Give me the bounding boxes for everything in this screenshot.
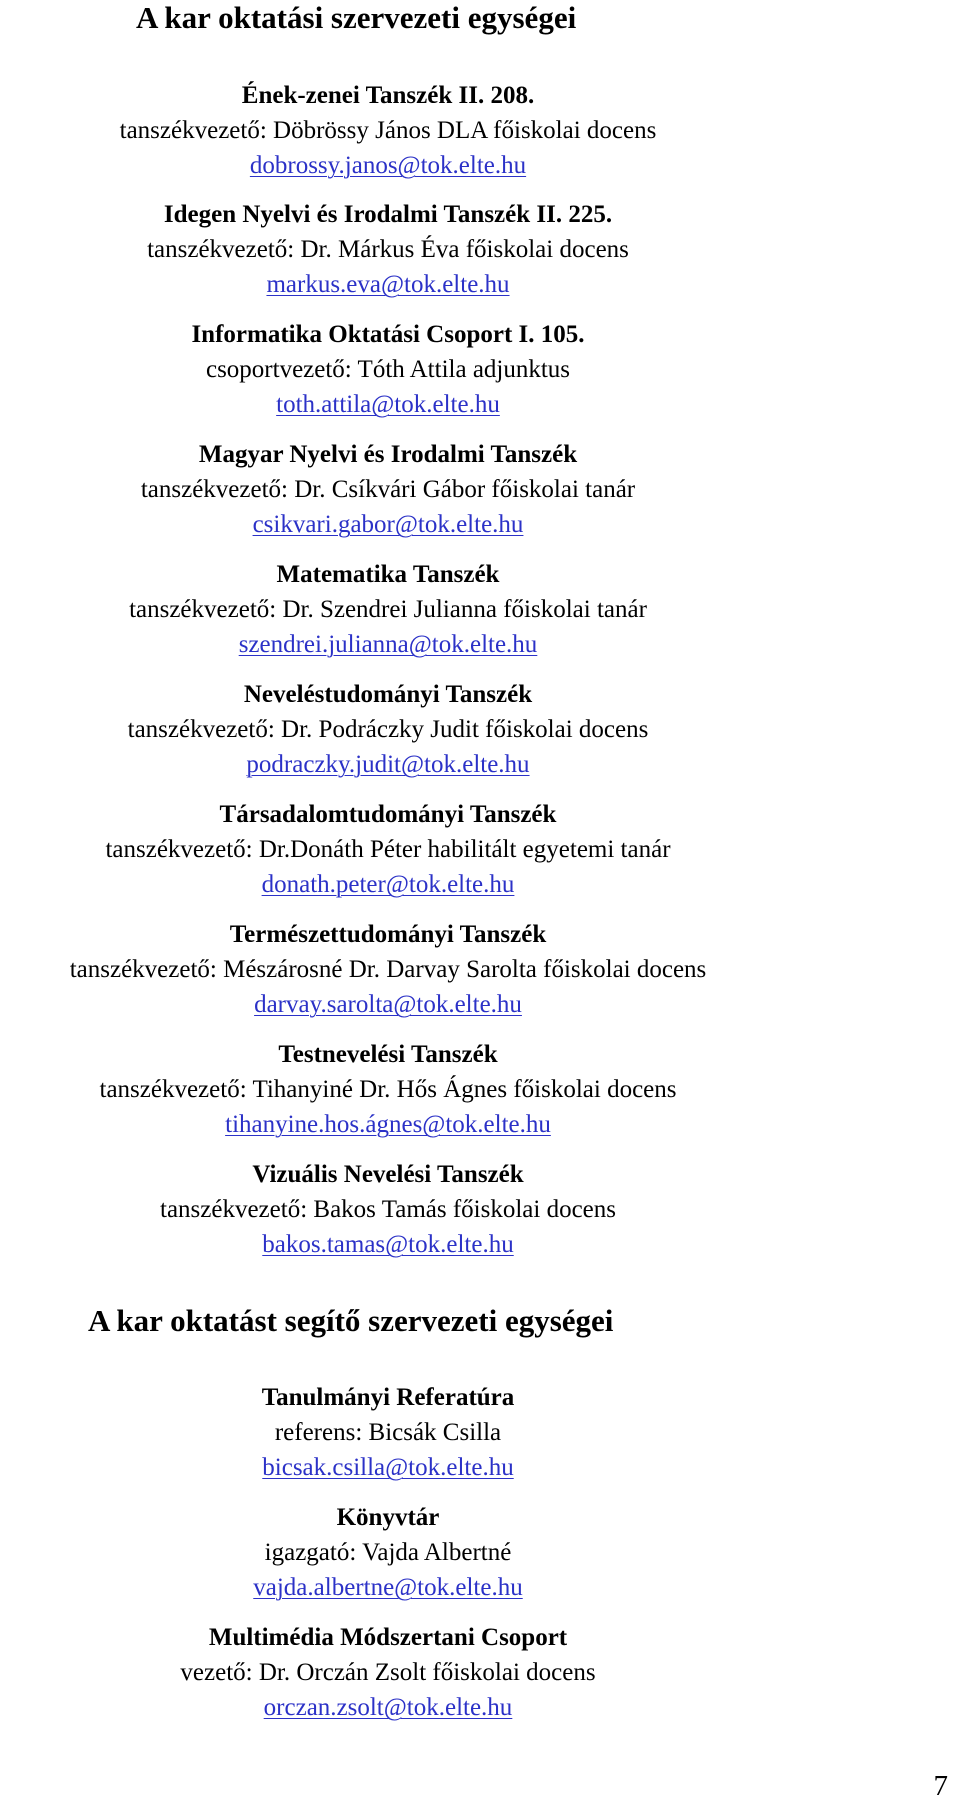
unit-name: Természettudományi Tanszék xyxy=(229,921,547,948)
unit-block xyxy=(0,917,776,1022)
unit-head: tanszékvezető: Mészárosné Dr. Darvay Sarolta főiskolai docens xyxy=(69,956,707,983)
unit-email-link[interactable]: podraczky.judit@tok.elte.hu xyxy=(246,751,530,778)
page-number: 7 xyxy=(933,1770,948,1802)
unit-email-link[interactable]: darvay.sarolta@tok.elte.hu xyxy=(254,991,522,1018)
unit-block xyxy=(0,1500,776,1605)
unit-name: Informatika Oktatási Csoport I. 105. xyxy=(191,321,585,348)
unit-block xyxy=(0,1037,776,1142)
unit-name: Tanulmányi Referatúra xyxy=(261,1384,515,1411)
section-title-teaching-units: A kar oktatási szervezeti egységei xyxy=(136,0,577,35)
unit-name: Neveléstudományi Tanszék xyxy=(243,681,533,708)
unit-head: tanszékvezető: Dr. Podráczky Judit főiskolai docens xyxy=(127,716,649,743)
unit-name: Matematika Tanszék xyxy=(276,561,500,588)
unit-name: Vizuális Nevelési Tanszék xyxy=(252,1161,524,1188)
unit-email-link[interactable]: vajda.albertne@tok.elte.hu xyxy=(253,1574,523,1601)
unit-block xyxy=(0,317,776,422)
unit-block xyxy=(0,677,776,782)
unit-email-link[interactable]: dobrossy.janos@tok.elte.hu xyxy=(249,152,527,179)
unit-block xyxy=(0,1380,776,1485)
unit-name: Könyvtár xyxy=(336,1504,440,1531)
unit-email-link[interactable]: markus.eva@tok.elte.hu xyxy=(266,271,510,298)
unit-email-link[interactable]: toth.attila@tok.elte.hu xyxy=(276,391,500,418)
unit-head: tanszékvezető: Döbrössy János DLA főiskolai docens xyxy=(119,117,657,144)
unit-email-link[interactable]: bakos.tamas@tok.elte.hu xyxy=(262,1231,514,1258)
unit-email-link[interactable]: csikvari.gabor@tok.elte.hu xyxy=(252,511,524,538)
unit-head: referens: Bicsák Csilla xyxy=(274,1419,502,1446)
unit-head: vezető: Dr. Orczán Zsolt főiskolai docens xyxy=(180,1659,596,1686)
unit-name: Magyar Nyelvi és Irodalmi Tanszék xyxy=(198,441,578,468)
unit-email-link[interactable]: donath.peter@tok.elte.hu xyxy=(261,871,515,898)
section-title-support-units: A kar oktatást segítő szervezeti egységei xyxy=(88,1303,614,1338)
unit-name: Társadalomtudományi Tanszék xyxy=(219,801,557,828)
unit-email-link[interactable]: szendrei.julianna@tok.elte.hu xyxy=(238,631,538,658)
unit-head: tanszékvezető: Tihanyiné Dr. Hős Ágnes főiskolai docens xyxy=(99,1076,677,1103)
unit-head: igazgató: Vajda Albertné xyxy=(264,1539,512,1566)
unit-block xyxy=(0,78,776,183)
unit-head: tanszékvezető: Dr. Szendrei Julianna főiskolai tanár xyxy=(129,596,647,623)
unit-name: Testnevelési Tanszék xyxy=(278,1041,498,1068)
unit-block xyxy=(0,1620,776,1725)
unit-email-link[interactable]: orczan.zsolt@tok.elte.hu xyxy=(263,1694,513,1721)
unit-head: tanszékvezető: Dr. Márkus Éva főiskolai docens xyxy=(147,236,629,263)
unit-name: Idegen Nyelvi és Irodalmi Tanszék II. 225. xyxy=(163,201,613,228)
unit-block xyxy=(0,437,776,542)
unit-name: Multimédia Módszertani Csoport xyxy=(208,1624,568,1651)
unit-head: tanszékvezető: Dr.Donáth Péter habilitált egyetemi tanár xyxy=(105,836,671,863)
unit-email-link[interactable]: tihanyine.hos.ágnes@tok.elte.hu xyxy=(225,1111,551,1138)
unit-head: tanszékvezető: Dr. Csíkvári Gábor főiskolai tanár xyxy=(140,476,636,503)
unit-email-link[interactable]: bicsak.csilla@tok.elte.hu xyxy=(262,1454,514,1481)
unit-head: csoportvezető: Tóth Attila adjunktus xyxy=(205,356,571,383)
unit-block xyxy=(0,797,776,902)
unit-head: tanszékvezető: Bakos Tamás főiskolai docens xyxy=(160,1196,616,1223)
unit-name: Ének-zenei Tanszék II. 208. xyxy=(241,82,535,109)
unit-block xyxy=(0,197,776,302)
unit-block xyxy=(0,1157,776,1262)
unit-block xyxy=(0,557,776,662)
